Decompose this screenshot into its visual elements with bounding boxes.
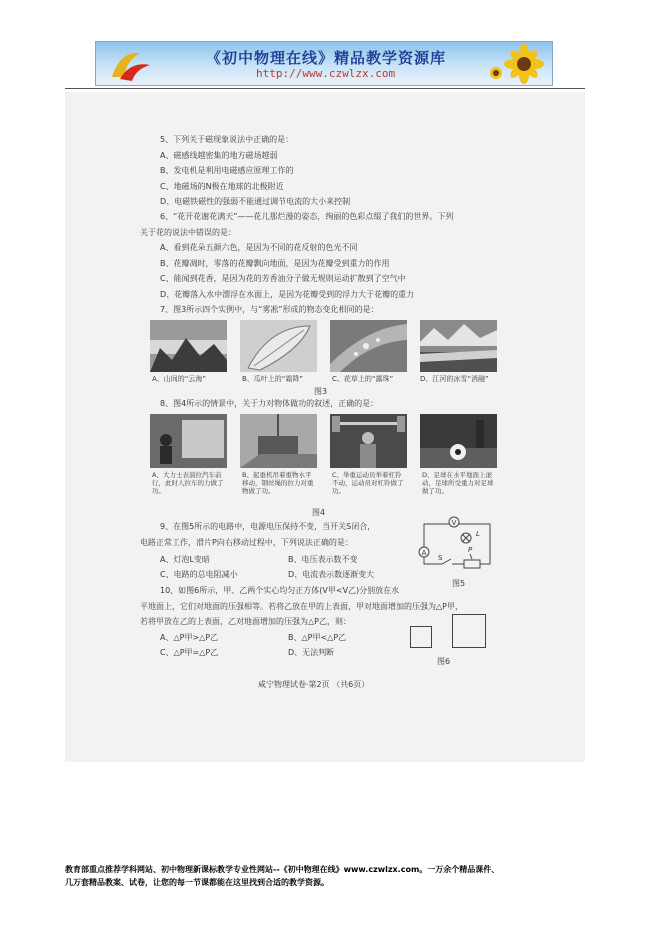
q9-option-c: C、电路的总电阻减小 [160, 570, 238, 579]
q5-option-d: D、电磁铁磁性的强弱不能通过调节电流的大小来控制 [160, 197, 351, 206]
q8-caption-b: B、起重机吊着重物水平移动，钢丝绳的拉力对重物做了功。 [242, 471, 314, 495]
q5-option-a: A、磁感线越密集的地方磁场越弱 [160, 151, 278, 160]
ammeter-label: A [421, 549, 427, 557]
q10-stem-line1: 10、如图6所示，甲、乙两个实心均匀正方体(V甲<V乙)分别放在水 [160, 586, 400, 595]
q10-option-d: D、无法判断 [288, 648, 335, 657]
q6-option-b: B、花瓣凋时，零落的花瓣飘向地面，是因为花瓣受到重力的作用 [160, 259, 390, 268]
q8-caption-d: D、足球在水平地面上滚动，足球所受重力对足球做了功。 [422, 471, 494, 495]
q7-photo-b-frost [240, 320, 317, 372]
q6-option-d: D、花瓣落入水中漂浮在水面上，是因为花瓣受到的浮力大于花瓣的重力 [160, 290, 415, 299]
q7-caption-b: B、瓜叶上的“霜降” [242, 375, 304, 383]
q9-stem-line1: 9、在图5所示的电路中，电源电压保持不变，当开关S闭合， [160, 522, 376, 531]
q6-stem-line2: 关于花的说法中错误的是： [140, 228, 236, 237]
cube-yi [452, 614, 486, 648]
voltmeter-label: V [451, 519, 457, 527]
figure-6-label: 图6 [437, 657, 451, 666]
header-banner [95, 41, 553, 86]
figure-5-label: 图5 [452, 579, 466, 588]
sunflower-icon [484, 43, 546, 85]
figure-4-label: 图4 [312, 508, 326, 517]
q7-stem: 7、图3所示四个实例中，与“雾凇”形成的物态变化相同的是： [160, 305, 379, 314]
q9-stem-line2: 电路正常工作，滑片P向右移动过程中，下列说法正确的是： [140, 538, 353, 547]
q8-photo-c-weightlifter [330, 414, 407, 468]
q7-photo-a-sea-of-clouds [150, 320, 227, 372]
scanned-page [65, 92, 585, 762]
lamp-label: L [476, 530, 480, 538]
q7-photo-c-dew [330, 320, 407, 372]
q8-photo-a-pulling-car [150, 414, 227, 468]
q9-option-d: D、电流表示数逐渐变大 [288, 570, 375, 579]
q8-photo-d-football [420, 414, 497, 468]
q8-caption-a: A、大力士表演拉汽车前行，此时人拉车的力做了功。 [152, 471, 224, 495]
q10-stem-line3: 若将甲放在乙的上表面，乙对地面增加的压强为△P乙，则： [140, 617, 351, 626]
q10-option-b: B、△P甲<△P乙 [288, 633, 347, 642]
q8-caption-c: C、举重运动员举着杠铃不动，运动员对杠铃做了功。 [332, 471, 404, 495]
q6-option-a: A、看到花朵五颜六色，是因为不同的花反射的色光不同 [160, 243, 358, 252]
q5-stem: 5、下列关于磁现象说法中正确的是： [160, 135, 294, 144]
q7-caption-c: C、花草上的“露珠” [332, 375, 394, 383]
exam-page-footer: 咸宁物理试卷·第2页 （共6页） [258, 680, 370, 689]
q10-stem-line2: 平地面上，它们对地面的压强相等。若将乙放在甲的上表面，甲对地面增加的压强为△P甲， [140, 602, 463, 611]
site-footer-line1: 教育部重点推荐学科网站、初中物理新课标教学专业性网站--《初中物理在线》www.czwlzx.com。一万余个精品课件、 [65, 865, 500, 874]
q6-option-c: C、能闻到花香，是因为花的芳香油分子做无规则运动扩散到了空气中 [160, 274, 406, 283]
q8-photo-b-crane [240, 414, 317, 468]
q9-option-b: B、电压表示数不变 [288, 555, 358, 564]
site-footer-line2: 几万套精品教案、试卷，让您的每一节课都能在这里找到合适的教学资源。 [65, 878, 329, 887]
figure-5-circuit-diagram [418, 514, 496, 572]
banner-url[interactable]: http://www.czwlzx.com [256, 67, 396, 80]
q9-option-a: A、灯泡L变暗 [160, 555, 210, 564]
logo-icon [106, 47, 154, 83]
q10-option-c: C、△P甲=△P乙 [160, 648, 219, 657]
slider-label: P [468, 546, 473, 554]
cube-jia [410, 626, 432, 648]
figure-3-label: 图3 [314, 387, 328, 396]
q7-caption-a: A、山间的“云海” [152, 375, 207, 383]
q6-stem-line1: 6、“花开花谢花满天”——花儿那烂漫的姿态，绚丽的色彩点缀了我们的世界。下列 [160, 212, 454, 221]
q10-option-a: A、△P甲>△P乙 [160, 633, 219, 642]
q8-stem: 8、图4所示的情景中，关于力对物体做功的叙述，正确的是： [160, 399, 379, 408]
q5-option-c: C、地磁场的N极在地球的北极附近 [160, 182, 284, 191]
q7-photo-d-melting-ice [420, 320, 497, 372]
banner-title: 《初中物理在线》精品教学资源库 [206, 49, 447, 67]
switch-label: S [438, 554, 443, 562]
q7-caption-d: D、江河的冰雪“消融” [420, 375, 489, 383]
q5-option-b: B、发电机是利用电磁感应原理工作的 [160, 166, 294, 175]
header-divider [65, 88, 585, 89]
